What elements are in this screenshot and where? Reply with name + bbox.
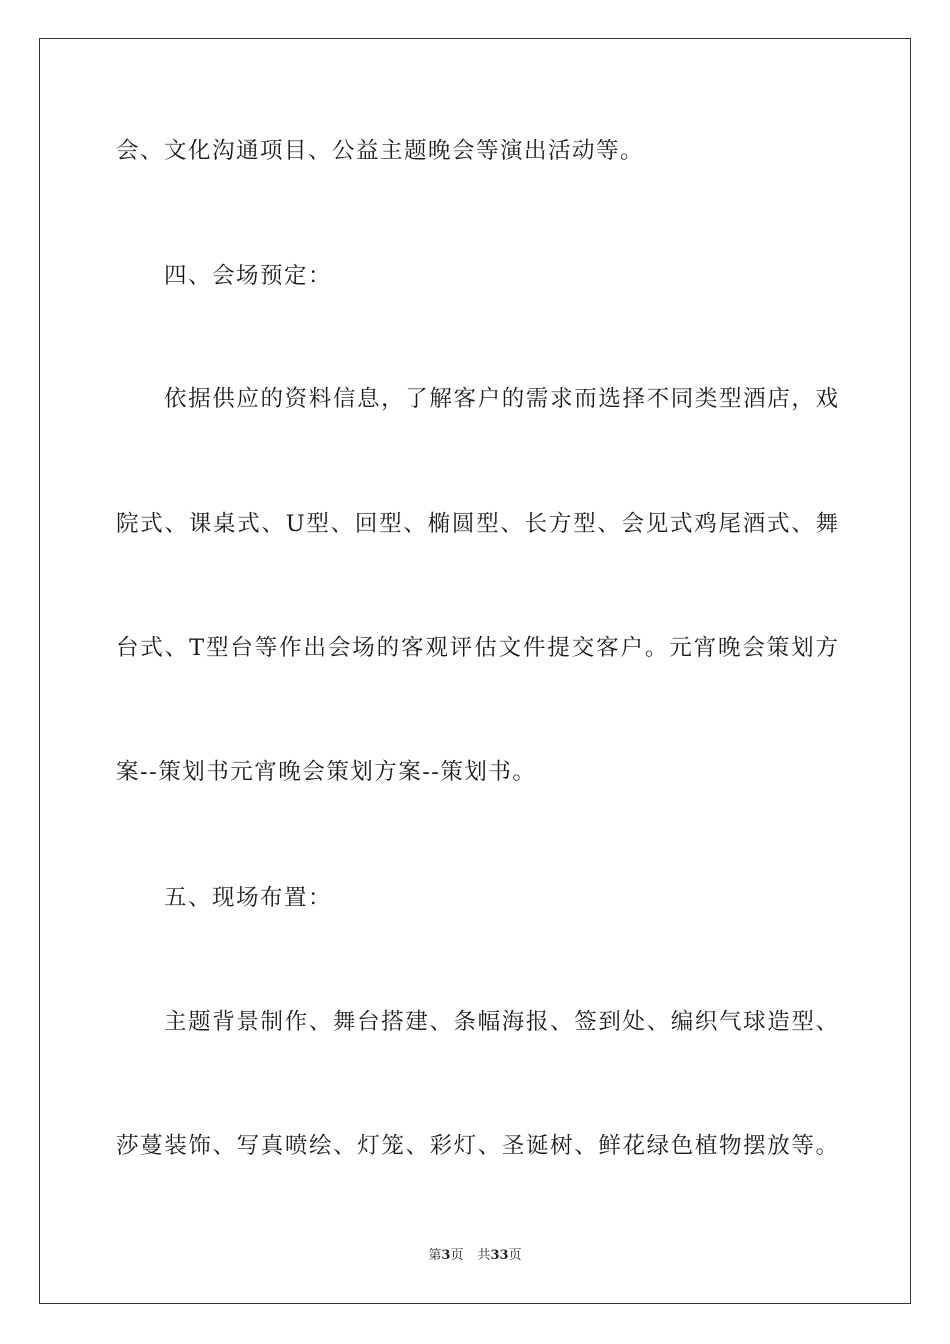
section-heading-site-setup: 五、现场布置： bbox=[164, 885, 333, 911]
page-prefix: 第 bbox=[428, 1248, 442, 1263]
paragraph-line-3: 依据供应的资料信息，了解客户的需求而选择不同类型酒店，戏 bbox=[164, 386, 838, 412]
paragraph-line-4: 院式、课桌式、U型、回型、椭圆型、长方型、会见式鸡尾酒式、舞 bbox=[116, 511, 838, 537]
paragraph-line-6: 案--策划书元宵晚会策划方案--策划书。 bbox=[116, 759, 537, 785]
total-prefix: 共 bbox=[477, 1248, 491, 1263]
total-suffix: 页 bbox=[508, 1248, 522, 1263]
paragraph-line-8: 主题背景制作、舞台搭建、条幅海报、签到处、编织气球造型、 bbox=[164, 1009, 838, 1035]
page-footer bbox=[0, 1247, 950, 1265]
paragraph-line-5: 台式、T型台等作出会场的客观评估文件提交客户。元宵晚会策划方 bbox=[116, 635, 838, 661]
paragraph-line-1: 会、文化沟通项目、公益主题晚会等演出活动等。 bbox=[116, 138, 645, 164]
page-suffix: 页 bbox=[450, 1248, 464, 1263]
section-heading-venue-booking: 四、会场预定： bbox=[164, 263, 333, 289]
page-number: 3 bbox=[441, 1248, 451, 1263]
paragraph-line-9: 莎蔓装饰、写真喷绘、灯笼、彩灯、圣诞树、鲜花绿色植物摆放等。 bbox=[116, 1133, 838, 1159]
page-border bbox=[39, 38, 911, 1304]
total-pages: 33 bbox=[490, 1248, 509, 1263]
